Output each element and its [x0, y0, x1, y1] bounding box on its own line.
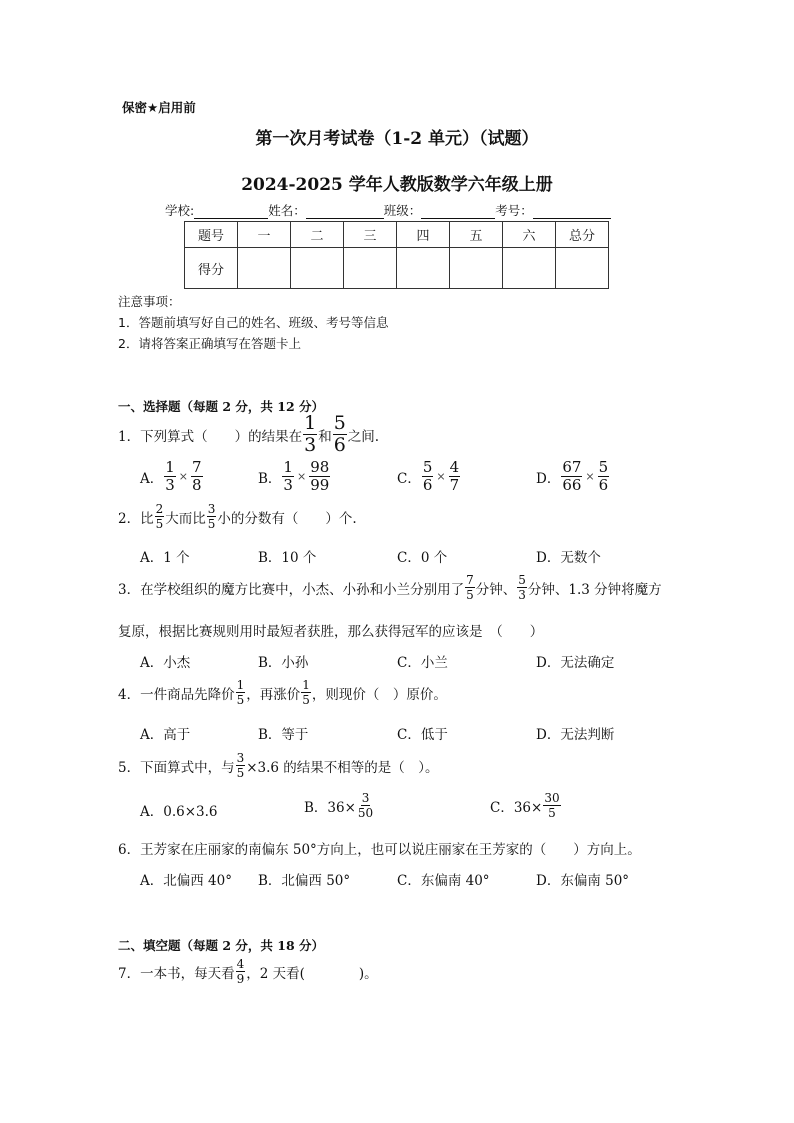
table-cell: 四 — [397, 222, 450, 248]
fraction: $\frac{3}{50}$ — [357, 791, 374, 820]
score-table-score-row — [185, 248, 609, 289]
fraction: $\frac{5}{6}$ — [598, 458, 609, 494]
fraction: $\frac{7}{5}$ — [466, 573, 474, 602]
school-field[interactable] — [194, 204, 268, 219]
fraction: $\frac{98}{99}$ — [310, 458, 330, 494]
question-text: 2．比 — [118, 510, 154, 527]
q6-option-a[interactable]: A．北偏西 40° — [140, 873, 232, 889]
question-7 — [118, 958, 378, 985]
question-4 — [118, 679, 447, 706]
fraction: $\frac{30}{5}$ — [544, 791, 560, 820]
table-cell: 总分 — [556, 222, 609, 248]
q2-option-c[interactable]: C．0 个 — [397, 550, 448, 566]
q3-option-b[interactable]: B．小孙 — [258, 655, 309, 671]
score-table-header-row — [185, 222, 609, 248]
q4-option-d[interactable]: D．无法判断 — [536, 727, 615, 743]
fraction: $\frac{1}{3}$ — [304, 412, 317, 456]
q1-option-c[interactable]: C． $\frac{5}{6}$ × $\frac{4}{7}$ — [397, 458, 460, 494]
fraction: $\frac{7}{8}$ — [192, 458, 202, 494]
q4-option-c[interactable]: C．低于 — [397, 727, 448, 743]
question-5 — [118, 752, 439, 779]
question-1 — [118, 414, 379, 455]
question-text: 4．一件商品先降价 — [118, 686, 235, 703]
student-info-row — [165, 201, 611, 219]
question-text: 大而比 — [165, 510, 206, 527]
score-cell[interactable] — [556, 248, 609, 289]
question-text: 1．下列算式（ ）的结果在 — [118, 428, 303, 445]
q1-option-b[interactable]: B． $\frac{1}{3}$ × $\frac{98}{99}$ — [258, 458, 330, 494]
question-text: 5．下面算式中，与 — [118, 759, 235, 776]
q4-option-a[interactable]: A．高于 — [140, 727, 191, 743]
q3-option-d[interactable]: D．无法确定 — [536, 655, 615, 671]
table-cell: 题号 — [185, 222, 238, 248]
notes-item: 2．请将答案正确填写在答题卡上 — [118, 336, 301, 351]
question-6: 6．王芳家在庄丽家的南偏东 50°方向上，也可以说庄丽家在王芳家的（ ）方向上。 — [118, 842, 641, 858]
confidential-label: 保密★启用前 — [122, 100, 196, 115]
question-text: 7．一本书，每天看 — [118, 965, 235, 982]
q5-option-b[interactable]: B．36× $\frac{3}{50}$ — [304, 791, 374, 820]
question-text: ，再涨价 — [246, 686, 301, 703]
q1-option-d[interactable]: D． $\frac{67}{66}$ × $\frac{5}{6}$ — [536, 458, 609, 494]
score-table — [184, 221, 609, 289]
q1-option-a[interactable]: A． $\frac{1}{3}$ × $\frac{7}{8}$ — [140, 458, 202, 494]
fraction: $\frac{3}{5}$ — [207, 502, 216, 531]
question-2 — [118, 503, 357, 530]
fraction: $\frac{4}{9}$ — [236, 957, 245, 986]
q4-option-b[interactable]: B．等于 — [258, 727, 309, 743]
class-field[interactable] — [421, 204, 495, 219]
table-cell: 五 — [450, 222, 503, 248]
table-cell: 三 — [344, 222, 397, 248]
table-cell: 一 — [238, 222, 291, 248]
fraction: $\frac{5}{6}$ — [333, 412, 346, 456]
question-text: ，则现价（ ）原价。 — [311, 686, 447, 703]
q2-option-d[interactable]: D．无数个 — [536, 550, 601, 566]
exam-number-field[interactable] — [533, 204, 611, 219]
fraction: $\frac{1}{3}$ — [165, 458, 175, 494]
fraction: $\frac{5}{6}$ — [422, 458, 433, 494]
q2-option-a[interactable]: A．1 个 — [140, 550, 190, 566]
q6-option-d[interactable]: D．东偏南 50° — [536, 873, 630, 889]
section-title-choice: 一、选择题（每题 2 分，共 12 分） — [118, 399, 325, 414]
fraction: $\frac{2}{5}$ — [155, 502, 164, 531]
notes-title: 注意事项： — [118, 294, 181, 309]
score-cell[interactable] — [238, 248, 291, 289]
question-text: 分钟、1.3 分钟将魔方 — [527, 581, 662, 598]
exam-number-label: 考号： — [495, 203, 533, 218]
table-cell: 二 — [291, 222, 344, 248]
name-label: 姓名： — [268, 203, 306, 218]
score-cell[interactable] — [291, 248, 344, 289]
exam-title: 第一次月考试卷（1-2 单元）（试题） — [255, 129, 539, 149]
score-cell[interactable] — [503, 248, 556, 289]
score-cell[interactable] — [397, 248, 450, 289]
notes-item: 1．答题前填写好自己的姓名、班级、考号等信息 — [118, 315, 389, 330]
class-label: 班级： — [383, 203, 422, 218]
q6-option-b[interactable]: B．北偏西 50° — [258, 873, 351, 889]
question-text: ，2 天看( )。 — [246, 965, 378, 982]
fraction: $\frac{5}{3}$ — [518, 573, 526, 602]
fraction: $\frac{4}{7}$ — [449, 458, 460, 494]
fraction: $\frac{3}{5}$ — [236, 751, 245, 780]
score-cell[interactable] — [450, 248, 503, 289]
question-text: 和 — [318, 428, 332, 445]
q3-option-c[interactable]: C．小兰 — [397, 655, 448, 671]
q3-option-a[interactable]: A．小杰 — [140, 655, 191, 671]
name-field[interactable] — [306, 204, 384, 219]
q5-option-c[interactable]: C．36× $\frac{30}{5}$ — [490, 791, 560, 820]
question-3-line-2: 复原，根据比赛规则用时最短者获胜，那么获得冠军的应该是 （ ） — [118, 624, 544, 640]
question-text: 小的分数有（ ）个. — [217, 510, 357, 527]
fraction: $\frac{1}{5}$ — [302, 678, 310, 707]
question-text: ×3.6 的结果不相等的是（ ）。 — [246, 759, 439, 776]
school-label: 学校: — [165, 203, 195, 218]
fraction: $\frac{67}{66}$ — [562, 458, 582, 494]
fraction: $\frac{1}{5}$ — [236, 678, 245, 707]
section-title-fill-blank: 二、填空题（每题 2 分，共 18 分） — [118, 938, 325, 953]
fraction: $\frac{1}{3}$ — [283, 458, 293, 494]
table-cell: 得分 — [185, 248, 238, 289]
question-3 — [118, 574, 662, 601]
q6-option-c[interactable]: C．东偏南 40° — [397, 873, 490, 889]
q5-option-a[interactable]: A．0.6×3.6 — [140, 804, 218, 820]
q2-option-b[interactable]: B．10 个 — [258, 550, 317, 566]
score-cell[interactable] — [344, 248, 397, 289]
question-text: 3．在学校组织的魔方比赛中，小杰、小孙和小兰分别用了 — [118, 581, 465, 598]
exam-subtitle: 2024-2025 学年人教版数学六年级上册 — [241, 175, 553, 195]
question-text: 之间. — [347, 428, 380, 445]
question-text: 分钟、 — [475, 581, 517, 598]
table-cell: 六 — [503, 222, 556, 248]
